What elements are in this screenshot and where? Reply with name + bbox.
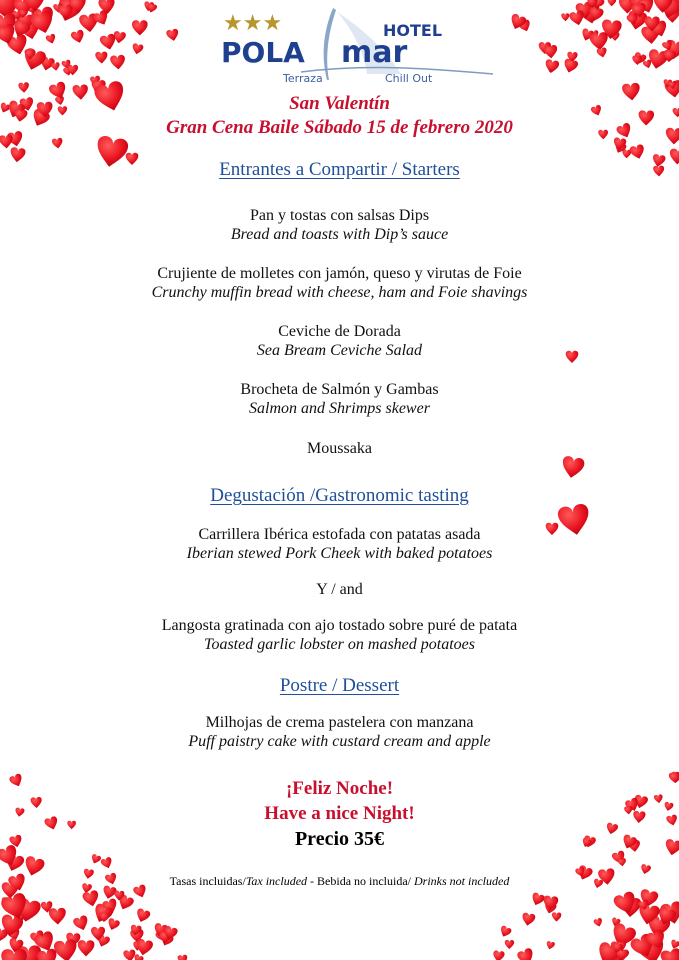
event-title-line1: San Valentín xyxy=(289,93,390,114)
heart-icon xyxy=(135,938,154,957)
heart-icon xyxy=(610,938,627,955)
heart-icon xyxy=(123,949,136,960)
heart-icon xyxy=(0,891,31,922)
heart-icon xyxy=(130,924,142,936)
heart-icon xyxy=(620,897,642,918)
dish-item xyxy=(0,713,679,751)
heart-icon xyxy=(552,912,562,921)
heart-icon xyxy=(100,856,114,870)
dish-item xyxy=(0,580,679,599)
heart-icon xyxy=(99,912,110,923)
heart-icon xyxy=(18,82,29,93)
heart-icon xyxy=(594,941,622,960)
heart-icon xyxy=(616,940,628,951)
dish-item xyxy=(0,264,679,302)
heart-icon xyxy=(505,940,515,949)
heart-icon xyxy=(0,23,18,47)
heart-icon xyxy=(166,28,180,42)
heart-icon xyxy=(631,2,647,18)
logo-sub-left: Terraza xyxy=(283,72,323,85)
heart-icon xyxy=(20,20,42,41)
heart-icon xyxy=(0,914,24,939)
heart-icon xyxy=(575,1,595,20)
heart-icon xyxy=(567,52,578,63)
heart-icon xyxy=(637,903,661,926)
heart-icon xyxy=(637,0,656,15)
heart-icon xyxy=(159,931,172,944)
dish-name-en: Iberian stewed Pork Cheek with baked potatoes xyxy=(186,545,493,562)
heart-icon xyxy=(601,19,622,40)
heart-icon xyxy=(7,928,21,942)
dish-item xyxy=(0,380,679,418)
dish-name-en: Toasted garlic lobster on mashed potatoes xyxy=(204,636,475,653)
heart-icon xyxy=(114,891,124,901)
heart-icon xyxy=(2,897,13,908)
heart-icon xyxy=(99,33,117,51)
heart-icon xyxy=(155,930,167,942)
heart-icon xyxy=(49,908,67,925)
closing-line2: Have a nice Night! xyxy=(264,803,415,824)
dish-name-es: Milhojas de crema pastelera con manzana xyxy=(205,714,474,731)
heart-icon xyxy=(608,922,637,951)
heart-icon xyxy=(544,59,560,74)
heart-icon xyxy=(613,137,627,151)
heart-icon xyxy=(54,0,83,25)
heart-icon xyxy=(646,48,669,70)
logo-sub-right: Chill Out xyxy=(385,72,433,85)
dish-name-es: Pan y tostas con salsas Dips xyxy=(249,207,430,224)
heart-icon xyxy=(611,942,623,954)
footer-part4: Drinks not included xyxy=(414,874,510,888)
heart-icon xyxy=(611,850,627,865)
heart-icon xyxy=(629,932,658,960)
heart-icon xyxy=(569,10,586,27)
heart-icon xyxy=(591,0,605,10)
footer-part3: - Bebida no incluida/ xyxy=(307,874,415,888)
heart-icon xyxy=(663,79,672,88)
heart-icon xyxy=(545,941,555,951)
logo-hotel-text: HOTEL xyxy=(383,21,443,40)
heart-icon xyxy=(130,929,144,943)
heart-icon xyxy=(580,28,595,43)
heart-icon xyxy=(92,9,111,27)
dish-name-es: Crujiente de molletes con jamón, queso y virutas de Foie xyxy=(157,265,522,282)
heart-icon xyxy=(143,1,154,12)
dish-name-es: Langosta gratinada con ajo tostado sobre puré de patata xyxy=(161,617,518,634)
heart-icon xyxy=(562,58,579,74)
section-heading-dessert: Postre / Dessert xyxy=(279,675,400,696)
footer-note xyxy=(0,874,679,889)
heart-icon xyxy=(603,944,629,960)
heart-icon xyxy=(14,897,42,924)
heart-icon xyxy=(95,51,108,63)
heart-icon xyxy=(1,949,27,960)
logo-name-left: POLA xyxy=(221,36,305,69)
heart-icon xyxy=(132,20,148,35)
heart-icon xyxy=(106,917,121,931)
heart-icon xyxy=(0,927,9,943)
heart-icon xyxy=(23,0,45,12)
heart-icon xyxy=(52,138,64,150)
heart-icon xyxy=(636,935,668,960)
heart-icon xyxy=(67,65,78,76)
heart-icon xyxy=(578,1,603,25)
heart-icon xyxy=(41,901,54,913)
heart-icon xyxy=(645,929,668,952)
heart-icon xyxy=(587,6,604,23)
heart-icon xyxy=(10,18,32,39)
heart-icon xyxy=(152,922,168,938)
heart-icon xyxy=(29,9,56,36)
footer-part2: Tax included xyxy=(245,874,308,888)
dish-name-es: Carrillera Ibérica estofada con patatas asada xyxy=(198,526,481,543)
heart-icon xyxy=(116,893,135,912)
heart-icon xyxy=(644,16,660,31)
heart-icon xyxy=(146,3,158,14)
heart-icon xyxy=(53,3,64,13)
heart-icon xyxy=(521,912,536,926)
heart-icon xyxy=(663,49,677,62)
closing-line1: ¡Feliz Noche! xyxy=(285,778,394,799)
heart-icon xyxy=(39,56,55,72)
heart-icon xyxy=(90,853,102,865)
heart-icon xyxy=(653,0,673,13)
heart-icon xyxy=(70,29,86,45)
heart-icon xyxy=(543,895,559,911)
price-label: Precio 35€ xyxy=(294,828,385,850)
heart-icon xyxy=(36,948,59,960)
dish-name-en: Sea Bream Ceviche Salad xyxy=(256,342,423,359)
logo-name-right: mar xyxy=(341,35,408,70)
heart-icon xyxy=(660,949,679,960)
heart-icon xyxy=(645,914,671,939)
heart-icon xyxy=(79,13,100,33)
heart-icon xyxy=(66,932,81,947)
heart-icon xyxy=(658,0,679,20)
heart-icon xyxy=(7,937,24,953)
heart-icon xyxy=(26,902,35,911)
heart-icon xyxy=(68,0,87,14)
heart-icon xyxy=(61,59,72,69)
dish-item xyxy=(0,206,679,244)
heart-icon xyxy=(31,6,56,31)
dish-name-es: Moussaka xyxy=(307,440,372,457)
heart-icon xyxy=(45,33,57,45)
heart-icon xyxy=(134,908,151,924)
heart-icon xyxy=(58,4,74,20)
heart-icon xyxy=(91,927,105,941)
heart-icon xyxy=(516,947,536,960)
heart-icon xyxy=(72,915,90,933)
heart-icon xyxy=(543,45,557,59)
heart-icon xyxy=(101,898,119,916)
heart-icon xyxy=(655,906,677,928)
heart-icon xyxy=(92,80,106,94)
heart-icon xyxy=(659,900,679,926)
heart-icon xyxy=(629,0,655,14)
heart-icon xyxy=(664,39,679,60)
heart-icon xyxy=(593,918,603,928)
heart-icon xyxy=(611,32,620,41)
section-heading-tasting: Degustación /Gastronomic tasting xyxy=(210,485,469,506)
heart-icon xyxy=(641,25,661,44)
heart-icon xyxy=(131,43,144,55)
heart-icon xyxy=(13,11,36,33)
dish-item xyxy=(0,616,679,654)
heart-icon xyxy=(33,930,58,955)
heart-icon xyxy=(561,13,569,21)
heart-icon xyxy=(0,0,22,21)
heart-icon xyxy=(544,60,558,74)
heart-icon xyxy=(671,0,679,9)
heart-icon xyxy=(661,947,679,960)
logo-stars: ★★★ xyxy=(223,11,283,36)
footer-part1: Tasas incluidas/ xyxy=(169,874,246,888)
heart-icon xyxy=(13,0,34,17)
dish-name-en: Bread and toasts with Dip’s sauce xyxy=(230,226,449,243)
heart-icon xyxy=(16,945,43,960)
heart-icon xyxy=(29,930,46,947)
heart-icon xyxy=(12,10,23,20)
section-heading-starters: Entrantes a Compartir / Starters xyxy=(219,159,460,180)
heart-icon xyxy=(91,902,114,925)
dish-item xyxy=(0,439,679,458)
heart-icon xyxy=(508,13,527,32)
heart-icon xyxy=(110,54,126,70)
heart-icon xyxy=(671,0,679,11)
dish-name-es: Brocheta de Salmón y Gambas xyxy=(240,381,439,398)
heart-icon xyxy=(530,892,546,908)
heart-icon xyxy=(82,890,101,908)
heart-icon xyxy=(543,901,557,914)
dish-name-es: Y / and xyxy=(316,581,363,598)
heart-icon xyxy=(78,940,95,956)
heart-icon xyxy=(629,144,646,161)
heart-icon xyxy=(611,917,621,927)
heart-icon xyxy=(177,954,188,960)
heart-icon xyxy=(0,13,17,38)
heart-icon xyxy=(669,939,679,950)
heart-icon xyxy=(665,8,679,23)
heart-icon xyxy=(498,925,512,939)
event-title-line2: Gran Cena Baile Sábado 15 de febrero 2020 xyxy=(166,117,513,138)
dish-item xyxy=(0,525,679,563)
heart-icon xyxy=(650,20,669,39)
heart-icon xyxy=(162,925,178,941)
heart-icon xyxy=(596,47,608,58)
heart-icon xyxy=(618,858,627,867)
heart-icon xyxy=(24,49,35,60)
heart-icon xyxy=(632,55,642,65)
heart-icon xyxy=(589,32,609,51)
dish-item xyxy=(0,322,679,360)
heart-icon xyxy=(98,0,116,15)
heart-icon xyxy=(21,47,47,73)
dish-name-en: Puff paistry cake with custard cream and apple xyxy=(188,733,491,750)
heart-icon xyxy=(26,3,38,14)
dish-name-es: Ceviche de Dorada xyxy=(278,323,401,340)
hotel-logo xyxy=(215,2,495,87)
dish-name-en: Crunchy muffin bread with cheese, ham and Foie shavings xyxy=(151,284,528,301)
heart-icon xyxy=(589,30,599,40)
heart-icon xyxy=(607,0,616,6)
heart-icon xyxy=(560,455,585,479)
heart-icon xyxy=(619,0,636,14)
heart-icon xyxy=(113,31,127,44)
heart-icon xyxy=(6,33,30,56)
heart-icon xyxy=(53,939,78,960)
heart-icon xyxy=(632,51,647,66)
heart-icon xyxy=(638,899,650,911)
heart-icon xyxy=(539,42,551,54)
heart-icon xyxy=(132,954,144,960)
heart-icon xyxy=(3,852,25,874)
heart-icon xyxy=(492,950,505,960)
heart-icon xyxy=(613,141,627,155)
heart-icon xyxy=(622,149,631,158)
heart-icon xyxy=(96,934,111,949)
heart-icon xyxy=(638,888,659,909)
heart-icon xyxy=(63,66,73,76)
heart-icon xyxy=(626,13,640,26)
heart-icon xyxy=(12,912,25,925)
heart-icon xyxy=(159,932,175,947)
heart-icon xyxy=(132,941,142,951)
heart-icon xyxy=(642,59,652,69)
heart-icon xyxy=(626,10,648,31)
heart-icon xyxy=(51,62,60,71)
heart-icon xyxy=(668,81,677,90)
dish-name-en: Salmon and Shrimps skewer xyxy=(249,400,430,417)
heart-icon xyxy=(614,947,630,960)
heart-icon xyxy=(661,39,674,52)
heart-icon xyxy=(612,890,639,916)
heart-icon xyxy=(90,75,101,86)
heart-icon xyxy=(18,9,28,19)
heart-icon xyxy=(661,951,679,960)
heart-icon xyxy=(587,0,597,8)
heart-icon xyxy=(1,854,9,862)
heart-icon xyxy=(518,19,533,33)
